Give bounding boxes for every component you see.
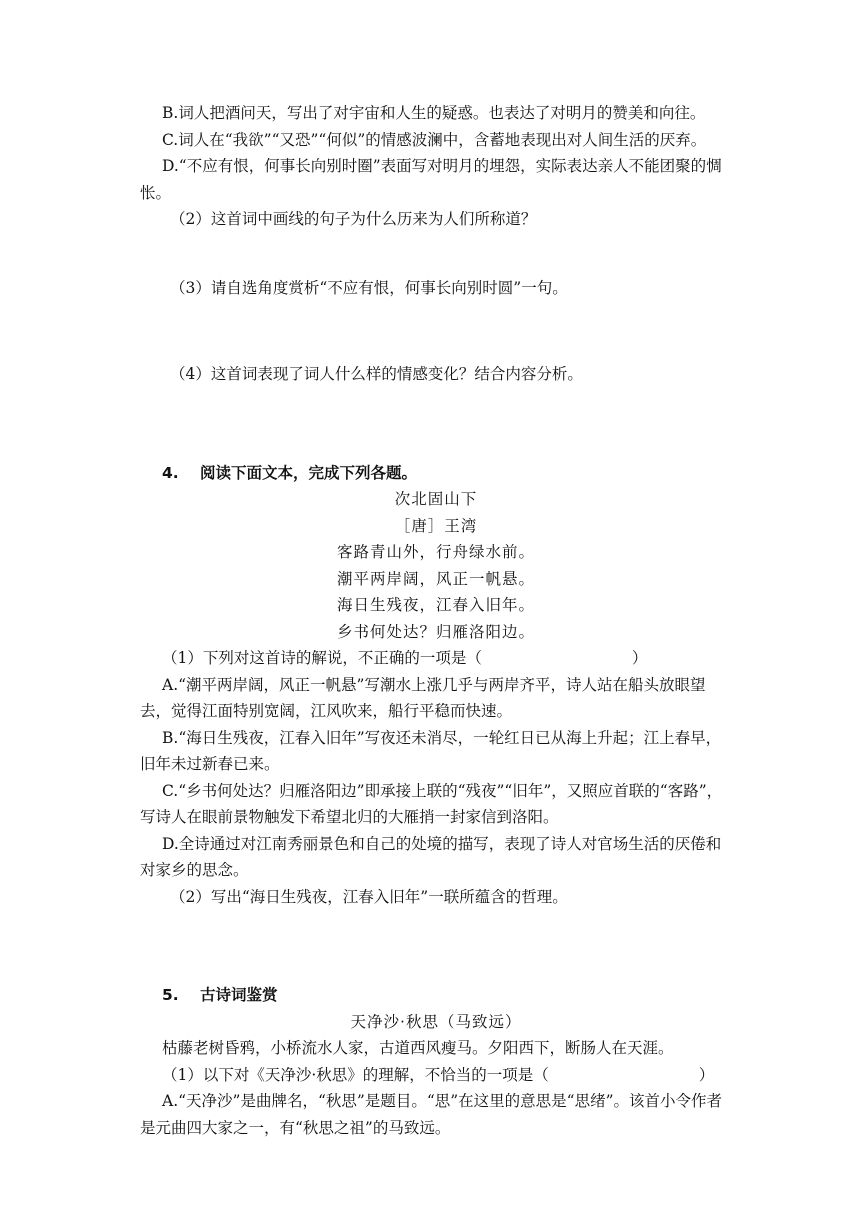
q4-number: 4. [162, 463, 179, 482]
q5-title: 古诗词鉴赏 [200, 986, 278, 1004]
document-body [140, 100, 732, 1141]
q4-option-b: B.“海日生残夜，江春入旧年”写夜还未消尽，一轮红日已从海上升起；江上春早，旧年未过新春已来。 [140, 728, 722, 773]
q4-title: 阅读下面文本，完成下列各题。 [200, 463, 418, 482]
q4-poem-title: 次北固山下 [394, 490, 478, 508]
answer-space [140, 388, 732, 460]
q3-option-b: B.词人把酒问天，写出了对宇宙和人生的疑惑。也表达了对明月的赞美和向往。 [162, 104, 706, 122]
q5-heading [140, 982, 732, 1009]
q4-sub2: （2）写出“海日生残夜，江春入旧年”一联所蕴含的哲理。 [170, 887, 568, 906]
q5-option-a: A.“天净沙”是曲牌名，“秋思”是题目。“思”在这里的意思是“思绪”。该首小令作者是元曲四大家之一，有“秋思之祖”的马致远。 [140, 1092, 723, 1137]
q4-poem-line: 海日生残夜，江春入旧年。 [336, 596, 535, 614]
q5-sub1 [140, 1062, 732, 1089]
q3-sub2: （2）这首词中画线的句子为什么历来为人们所称道？ [170, 210, 537, 228]
q5-poem-text: 枯藤老树昏鸦，小桥流水人家，古道西风瘦马。夕阳西下，断肠人在天涯。 [162, 1039, 674, 1057]
answer-space [140, 301, 732, 361]
answer-space [140, 233, 732, 275]
q5-poem-title: 天净沙·秋思（马致远） [350, 1012, 522, 1031]
q4-sub1-prefix: （1）下列对这首诗的解说，不正确的一项是（ [162, 649, 482, 667]
q4-option-d: D.全诗通过对江南秀丽景色和自己的处境的描写，表现了诗人对官场生活的厌倦和对家乡的思念。 [140, 834, 722, 879]
q4-poem-line: 潮平两岸阔，风正一帆悬。 [336, 569, 535, 588]
q4-heading [140, 460, 732, 487]
answer-space [140, 910, 732, 982]
q5-number: 5. [162, 986, 179, 1004]
q4-sub1 [140, 645, 732, 672]
q4-sub1-suffix: ） [631, 649, 648, 667]
q3-option-c: C.词人在“我欲”“又恐”“何似”的情感波澜中，含蓄地表现出对人间生活的厌弃。 [162, 130, 707, 149]
q4-poem-author: ［唐］王湾 [394, 516, 478, 535]
q3-option-d: D.“不应有恨，何事长向别时圈”表面写对明月的埋怨，实际表达亲人不能团聚的惆怅。 [140, 157, 722, 202]
q5-sub1-prefix: （1）以下对《天净沙·秋思》的理解，不恰当的一项是（ [162, 1065, 549, 1084]
q3-sub4: （4）这首词表现了词人什么样的情感变化？结合内容分析。 [170, 365, 583, 383]
q3-sub3: （3）请自选角度赏析“不应有恨，何事长向别时圆”一句。 [170, 278, 568, 297]
q4-option-c: C.“乡书何处达？归雁洛阳边”即承接上联的“残夜”“旧年”，又照应首联的“客路”，写诗人在眼前景物触发下希望北归的大雁捎一封家信到洛阳。 [140, 781, 723, 826]
q5-sub1-suffix: ） [698, 1065, 715, 1084]
q4-poem-line: 客路青山外，行舟绿水前。 [336, 543, 535, 561]
q4-poem-line: 乡书何处达？归雁洛阳边。 [336, 622, 535, 641]
q4-option-a: A.“潮平两岸阔，风正一帆悬”写潮水上涨几乎与两岸齐平，诗人站在船头放眼望去，觉得江面特别宽阔，江风吹来，船行平稳而快速。 [140, 675, 706, 720]
